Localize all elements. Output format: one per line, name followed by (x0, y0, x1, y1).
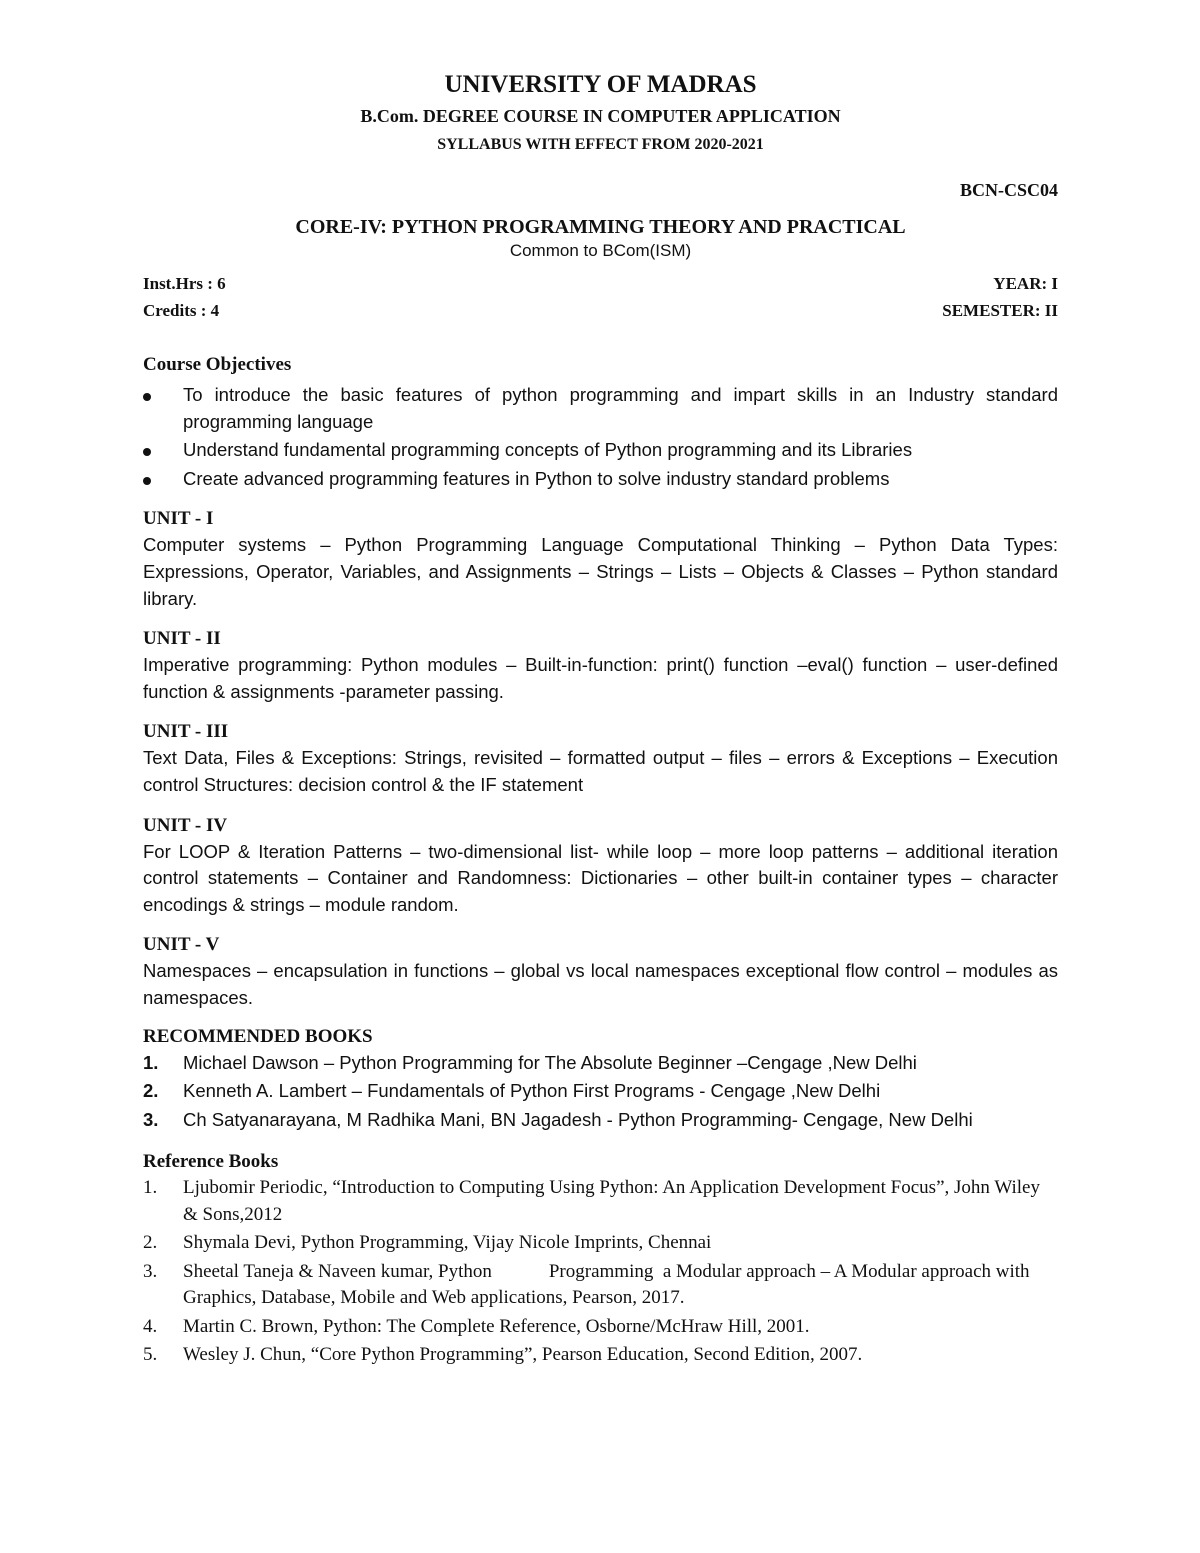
book-text: Wesley J. Chun, “Core Python Programming”, Pearson Education, Second Edition, 2007. (183, 1344, 863, 1366)
book-text: Martin C. Brown, Python: The Complete Reference, Osborne/McHraw Hill, 2001. (183, 1315, 810, 1337)
list-item (143, 382, 1058, 435)
list-item (143, 1259, 1058, 1312)
item-number: 2. (143, 1080, 159, 1102)
reference-books-list (143, 1175, 1058, 1369)
book-text: Sheetal Taneja & Naveen kumar, Python Programming a Modular approach – A Modular approach with Graphics, Database, Mobile and Web applications, Pearson, 2017. (183, 1260, 1035, 1309)
item-number: 3. (143, 1108, 159, 1130)
syllabus-page (143, 70, 1058, 1371)
unit-text: Text Data, Files & Exceptions: Strings, revisited – formatted output – files – errors & Exceptions – Execution control Structures: decision control & the IF statement (143, 747, 1058, 795)
unit-1 (143, 506, 1058, 612)
objective-text: Create advanced programming features in Python to solve industry standard problems (183, 467, 890, 489)
unit-text: Namespaces – encapsulation in functions – global vs local namespaces exceptional flow control – modules as namespaces. (143, 960, 1058, 1008)
book-text: Ljubomir Periodic, “Introduction to Computing Using Python: An Application Development Focus”, John Wiley & Sons,2012 (183, 1177, 1040, 1225)
unit-4 (143, 813, 1058, 919)
unit-heading: UNIT - V (143, 934, 220, 956)
year: YEAR: I (993, 274, 1058, 293)
reference-books-heading: Reference Books (143, 1151, 279, 1173)
university-title: UNIVERSITY OF MADRAS (444, 71, 757, 98)
unit-heading: UNIT - II (143, 628, 221, 650)
item-number: 4. (143, 1315, 158, 1337)
course-info (143, 270, 1058, 324)
common-to: Common to BCom(ISM) (509, 241, 692, 260)
unit-text: Computer systems – Python Programming Language Computational Thinking – Python Data Types: Expressions, Operator, Variables, and Assignments – Strings – Lists – Objects & Classes – Python standard library. (143, 534, 1058, 609)
book-text: Kenneth A. Lambert – Fundamentals of Python First Programs - Cengage ,New Delhi (183, 1080, 881, 1102)
unit-5 (143, 932, 1058, 1011)
unit-heading: UNIT - IV (143, 814, 228, 836)
unit-2 (143, 626, 1058, 705)
book-text: Ch Satyanarayana, M Radhika Mani, BN Jagadesh - Python Programming- Cengage, New Delhi (183, 1108, 973, 1130)
list-item (143, 466, 1058, 493)
course-code: BCN-CSC04 (959, 180, 1058, 200)
recommended-books-heading: RECOMMENDED BOOKS (143, 1025, 373, 1047)
degree-title: B.Com. DEGREE COURSE IN COMPUTER APPLICATION (360, 106, 841, 126)
list-item (143, 1050, 1058, 1077)
info-row-credits (143, 297, 1058, 324)
course-title: CORE-IV: PYTHON PROGRAMMING THEORY AND PRACTICAL (295, 216, 906, 238)
syllabus-effective: SYLLABUS WITH EFFECT FROM 2020-2021 (437, 136, 764, 153)
item-number: 5. (143, 1344, 158, 1366)
credits: Credits : 4 (143, 301, 220, 320)
list-item (143, 1078, 1058, 1105)
info-row-hours (143, 270, 1058, 297)
inst-hours: Inst.Hrs : 6 (143, 274, 226, 293)
unit-text: For LOOP & Iteration Patterns – two-dimensional list- while loop – more loop patterns – additional iteration control statements – Container and Randomness: Dictionaries – other built-in container types – character encodings & strings – module random. (143, 840, 1058, 915)
unit-heading: UNIT - III (143, 721, 229, 743)
objectives-heading: Course Objectives (143, 354, 292, 375)
list-item (143, 1175, 1058, 1228)
item-number: 1. (143, 1051, 159, 1073)
semester: SEMESTER: II (942, 301, 1058, 320)
item-number: 3. (143, 1260, 158, 1282)
book-text: Michael Dawson – Python Programming for The Absolute Beginner –Cengage ,New Delhi (183, 1051, 917, 1073)
book-text: Shymala Devi, Python Programming, Vijay Nicole Imprints, Chennai (183, 1232, 712, 1254)
objective-text: Understand fundamental programming concepts of Python programming and its Libraries (183, 439, 913, 461)
unit-heading: UNIT - I (143, 508, 214, 530)
bullet-icon (143, 448, 151, 456)
item-number: 1. (143, 1177, 158, 1199)
objective-text: To introduce the basic features of python programming and impart skills in an Industry standard programming language (183, 384, 1058, 432)
list-item (143, 1230, 1058, 1257)
list-item (143, 1314, 1058, 1341)
unit-3 (143, 719, 1058, 798)
item-number: 2. (143, 1232, 158, 1254)
bullet-icon (143, 477, 151, 485)
recommended-books-list (143, 1050, 1058, 1134)
list-item (143, 1342, 1058, 1369)
unit-text: Imperative programming: Python modules – Built-in-function: print() function –eval() function – user-defined function & assignments -parameter passing. (143, 654, 1058, 702)
list-item (143, 437, 1058, 464)
objectives-list (143, 382, 1058, 492)
bullet-icon (143, 393, 151, 401)
list-item (143, 1107, 1058, 1134)
